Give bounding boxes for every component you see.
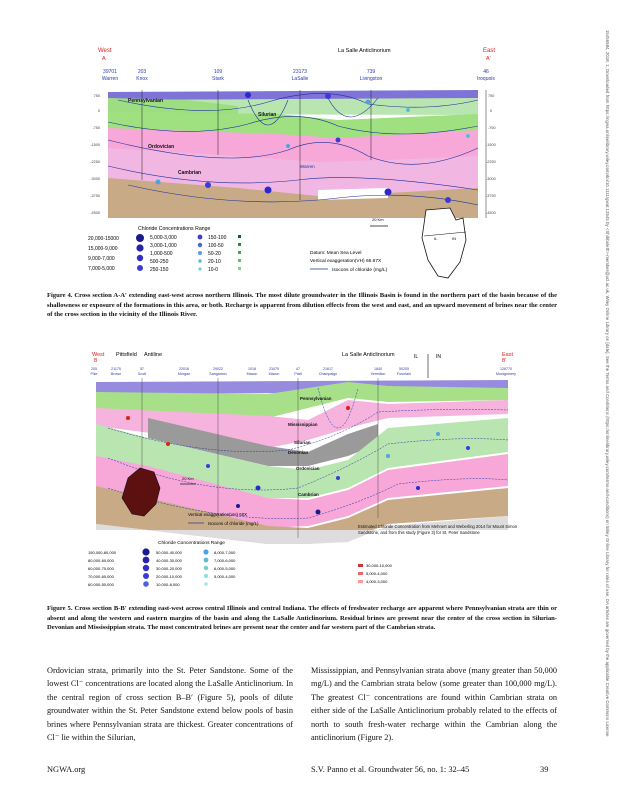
svg-text:Iroquois: Iroquois <box>477 76 495 82</box>
svg-text:29022: 29022 <box>213 367 223 371</box>
svg-text:50205: 50205 <box>399 367 409 371</box>
svg-text:West: West <box>92 352 105 358</box>
svg-text:Chloride Concentrations Range: Chloride Concentrations Range <box>158 541 225 546</box>
svg-text:30,000-20,000: 30,000-20,000 <box>156 566 182 571</box>
svg-text:1840: 1840 <box>374 367 382 371</box>
svg-text:-750: -750 <box>92 126 100 130</box>
svg-text:1018: 1018 <box>248 367 256 371</box>
svg-text:80,000-60,000: 80,000-60,000 <box>88 558 114 563</box>
svg-text:57: 57 <box>140 367 144 371</box>
svg-text:20-10: 20-10 <box>208 259 221 265</box>
svg-text:22016: 22016 <box>179 367 189 371</box>
footer-citation: S.V. Panno et al. Groundwater 56, no. 1: 32–45 <box>311 765 470 774</box>
svg-text:Silurian: Silurian <box>294 440 311 445</box>
svg-text:50-20: 50-20 <box>208 251 221 257</box>
footer-page-number: 39 <box>540 765 549 774</box>
svg-text:Mississippian: Mississippian <box>288 422 318 427</box>
svg-text:20,000-15000: 20,000-15000 <box>88 236 119 242</box>
svg-text:50,000-40,000: 50,000-40,000 <box>156 550 182 555</box>
figure-4-caption: Figure 4. Cross section A-A′ extending east-west across northern Illinois. The most dilute groundwater in the Illinois Basin is found in the northern part of the basin because of the shallowness or exposure of the formations in this area, or both. Recharge is apparent from dilution effects from the west and east, and an upward movement of brines near the center of the cross section in the vicinity of the Illinois River. <box>47 292 557 319</box>
svg-text:4,000-3,000: 4,000-3,000 <box>366 579 388 584</box>
svg-text:9,000-7,000: 9,000-7,000 <box>88 256 115 262</box>
svg-text:-4500: -4500 <box>486 211 496 215</box>
svg-text:6,000-5,000: 6,000-5,000 <box>214 566 236 571</box>
svg-text:3,000-1,000: 3,000-1,000 <box>150 243 177 249</box>
svg-text:10-0: 10-0 <box>208 267 219 273</box>
fig4-west: West <box>98 48 112 54</box>
svg-text:Macon: Macon <box>268 372 280 376</box>
svg-text:Ordovician: Ordovician <box>148 144 175 150</box>
svg-text:IL: IL <box>434 236 438 241</box>
svg-text:Piatt: Piatt <box>294 372 302 376</box>
svg-text:Pittsfield: Pittsfield <box>116 352 137 358</box>
svg-text:Warren: Warren <box>101 76 119 82</box>
svg-text:40,000-30,000: 40,000-30,000 <box>156 558 182 563</box>
svg-text:B': B' <box>502 358 507 364</box>
svg-text:Scott: Scott <box>137 372 147 376</box>
svg-text:Macon: Macon <box>246 372 258 376</box>
svg-text:-1500: -1500 <box>486 143 496 147</box>
svg-text:-2250: -2250 <box>90 160 100 164</box>
svg-text:0: 0 <box>490 109 493 113</box>
svg-text:21175: 21175 <box>111 367 121 371</box>
svg-text:7,000-6,000: 7,000-6,000 <box>214 558 236 563</box>
svg-text:Pike: Pike <box>90 372 98 376</box>
svg-text:109: 109 <box>213 69 223 75</box>
fig4-legend-title: Chloride Concentrations Range <box>138 226 211 232</box>
svg-text:20 Km: 20 Km <box>372 217 384 222</box>
svg-text:-1500: -1500 <box>90 143 100 147</box>
svg-text:Isocons of chloride (mg/L): Isocons of chloride (mg/L) <box>332 268 388 273</box>
svg-text:Vertical exaggeration(VH) 66.6: Vertical exaggeration(VH) 66.67X <box>310 259 382 264</box>
svg-text:Pennsylvanian: Pennsylvanian <box>300 396 332 401</box>
footer-journal-url: NGWA.org <box>47 765 86 774</box>
svg-text:Sangamon: Sangamon <box>209 372 227 376</box>
svg-text:21617: 21617 <box>323 367 333 371</box>
download-note: 15456584, 2018, 1, Downloaded from https://ngwa.onlinelibrary.wiley.com/doi/10.1111/gwat.12545 by <Shibboleth>-member@ucl.ac.uk, Wiley Online Library on [date]. See the Terms and Conditions (https://onlinelibrary.wiley.com/terms-and-conditions) on Wiley Online Library for rules of use; OA articles are governed by the applicable Creative Commons License <box>605 30 610 737</box>
svg-text:Montgomery: Montgomery <box>496 372 516 376</box>
svg-text:East: East <box>502 352 514 358</box>
svg-text:Antiline: Antiline <box>144 352 163 358</box>
svg-text:46: 46 <box>483 69 489 75</box>
svg-text:60,000-50,000: 60,000-50,000 <box>88 582 114 587</box>
svg-text:250-150: 250-150 <box>150 267 169 273</box>
svg-text:8,000-7,000: 8,000-7,000 <box>214 550 236 555</box>
svg-text:739: 739 <box>366 69 376 75</box>
svg-text:30,000-10,000: 30,000-10,000 <box>366 563 392 568</box>
svg-text:Pennsylvanian: Pennsylvanian <box>128 98 164 104</box>
svg-text:47: 47 <box>296 367 300 371</box>
svg-text:205: 205 <box>91 367 97 371</box>
svg-text:10,000-8,000: 10,000-8,000 <box>156 582 180 587</box>
svg-text:39701: 39701 <box>103 69 117 75</box>
svg-text:23475: 23475 <box>269 367 279 371</box>
svg-text:B: B <box>94 358 98 364</box>
svg-text:Silurian: Silurian <box>258 112 277 118</box>
svg-text:Warren: Warren <box>300 164 315 169</box>
svg-text:126770: 126770 <box>500 367 512 371</box>
svg-text:750: 750 <box>488 94 495 98</box>
svg-text:-3750: -3750 <box>486 194 496 198</box>
figure-5 <box>88 348 528 596</box>
svg-text:750: 750 <box>93 94 100 98</box>
fig4-inset-map <box>422 208 466 278</box>
svg-text:23173: 23173 <box>293 69 307 75</box>
svg-text:20,000-10,000: 20,000-10,000 <box>156 574 182 579</box>
svg-text:-4500: -4500 <box>90 211 100 215</box>
svg-text:Vertical exaggeration(VH) 60X: Vertical exaggeration(VH) 60X <box>188 512 248 517</box>
svg-text:Datum: Mean Sea Level: Datum: Mean Sea Level <box>310 251 362 256</box>
figure-5-cross-section: West B East B' Pittsfield Antiline La Salle Anticlinorium IL IN 205Pike 21175Brown 57Scott 22016Morgan 29022Sangamon 1018Macon 23475Macon 47Piatt 21617Champaign 1840Vermilion 50205Fountain 126770Montgomery Pennsylvanian Mississippian Silurian Devonian Ordovician Cambrian 20 Km Vertical exaggeration(VH) 60X Isocons of chloride (mg/L) Chloride Concentrations Range 150,000-80,000 80,000-60,000 60,000-70,000 70,000-60,000 60,000-50,000 50,000-40,000 40,000-30,000 30,000-20,000 20,000-10,000 10,000-8,000 8,000-7,000 7,000-6,000 6,000-5,000 5,000-4,000 Estimated Chloride Concentration from Mehnert and Weberling 2014 for Mount Simon Sandstone, and from this study (Figure 3) for St. Peter Sandstone 30,000-10,000 5,000-4,000 4,000-3,000 <box>88 352 518 587</box>
svg-text:A': A' <box>486 56 491 62</box>
svg-text:IN: IN <box>452 236 456 241</box>
svg-text:0: 0 <box>97 109 100 113</box>
svg-text:70,000-60,000: 70,000-60,000 <box>88 574 114 579</box>
svg-text:150,000-80,000: 150,000-80,000 <box>88 550 117 555</box>
figure-5-caption: Figure 5. Cross section B-B′ extending east-west across central Illinois and central Indiana. The effects of freshwater recharge are apparent where Pennsylvanian strata are thin or absent and along the western and eastern margins of the basin and along the LaSalle Anticlinorium. Residual brines are present near the center of the cross section in Silurian-Devonian and Mississippian strata. The most concentrated brines are present near the center and far western part of the Cambrian strata. <box>47 605 557 632</box>
figure-4 <box>88 40 528 288</box>
svg-text:Brown: Brown <box>110 372 122 376</box>
svg-text:La Salle Anticlinorium: La Salle Anticlinorium <box>342 352 395 358</box>
svg-text:Cambrian: Cambrian <box>298 492 319 497</box>
svg-text:5,000-4,000: 5,000-4,000 <box>214 574 236 579</box>
svg-text:-750: -750 <box>488 126 496 130</box>
svg-text:Livingston: Livingston <box>359 76 383 82</box>
svg-text:Morgan: Morgan <box>177 372 191 376</box>
svg-text:1,000-500: 1,000-500 <box>150 251 173 257</box>
fig4-anticlinorium: La Salle Anticlinorium <box>338 48 391 54</box>
body-right-column: Mississippian, and Pennsylvanian strata above (many greater than 50,000 mg/L) and the Cambrian strata below (some greater than 100,000 mg/L). The greatest Cl⁻ concentrations are found within Cambrian strata on either side of the LaSalle Anticlinorium probably related to the effects of north to south fresh-water recharge within the Cambrian along the anticlinorium (Figure 2). <box>311 666 557 743</box>
svg-text:5,000-4,000: 5,000-4,000 <box>366 571 388 576</box>
svg-text:203: 203 <box>137 69 147 75</box>
svg-text:IN: IN <box>436 354 441 360</box>
svg-text:Ordovician: Ordovician <box>296 466 320 471</box>
svg-text:LaSalle: LaSalle <box>291 76 309 82</box>
svg-text:-3000: -3000 <box>90 177 100 181</box>
svg-text:20 Km: 20 Km <box>182 476 194 481</box>
svg-text:15,000-9,000: 15,000-9,000 <box>88 246 118 252</box>
svg-text:Isocons of chloride (mg/L): Isocons of chloride (mg/L) <box>208 521 259 526</box>
svg-text:Devonian: Devonian <box>288 450 309 455</box>
svg-text:500-250: 500-250 <box>150 259 169 265</box>
svg-text:-3000: -3000 <box>486 177 496 181</box>
figure-4-cross-section <box>88 40 528 288</box>
svg-text:-3750: -3750 <box>90 194 100 198</box>
svg-text:60,000-70,000: 60,000-70,000 <box>88 566 114 571</box>
svg-text:IL: IL <box>414 354 419 360</box>
body-left-column: Ordovician strata, primarily into the St. Peter Sandstone. Some of the lowest Cl⁻ concentrations are located along the LaSalle Anticlinorium. In the central region of cross section B–B′ (Figure 5), pools of dilute groundwater within the St. Peter Sandstone extend below pools of basin brines where Pennsylvanian strata are thickest. Greater concentrations of Cl⁻ lie within the Silurian, <box>47 666 293 743</box>
svg-text:East: East <box>483 48 496 54</box>
svg-text:A: A <box>102 56 106 62</box>
svg-text:100-50: 100-50 <box>208 243 224 249</box>
svg-text:Knox: Knox <box>136 76 148 82</box>
svg-text:Cambrian: Cambrian <box>178 170 202 176</box>
svg-text:7,000-5,000: 7,000-5,000 <box>88 266 115 272</box>
svg-text:Stark: Stark <box>212 76 224 82</box>
svg-text:150-100: 150-100 <box>208 235 227 241</box>
svg-text:-2250: -2250 <box>486 160 496 164</box>
svg-text:Champaign: Champaign <box>318 372 338 376</box>
svg-text:5,000-3,000: 5,000-3,000 <box>150 235 177 241</box>
svg-text:Vermilion: Vermilion <box>370 372 386 376</box>
svg-text:Fountain: Fountain <box>397 372 411 376</box>
